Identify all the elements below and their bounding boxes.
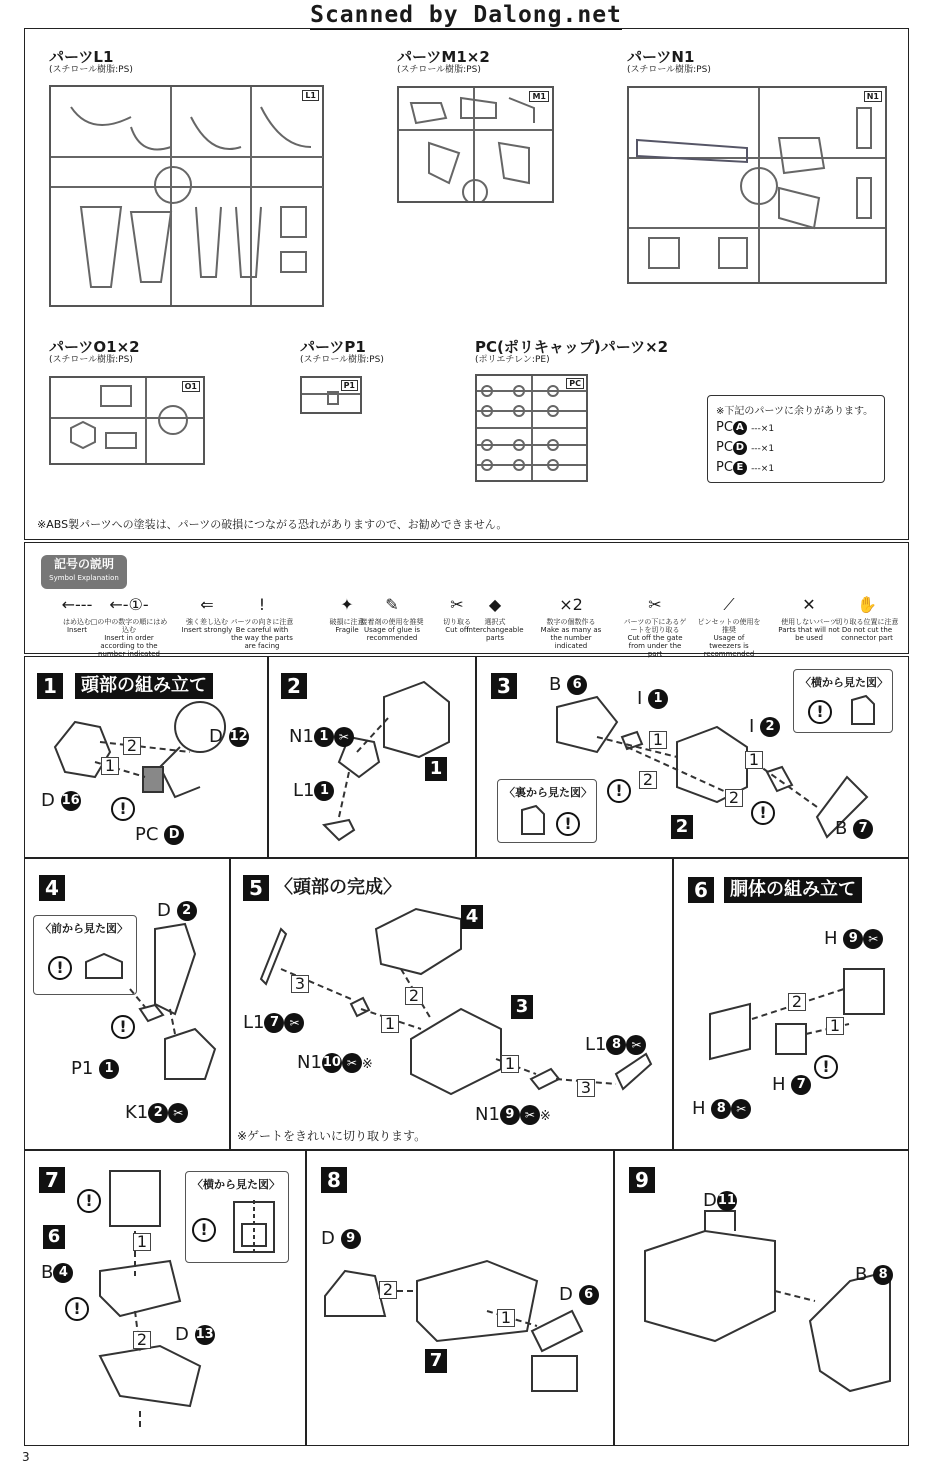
part-label-n1 xyxy=(289,727,354,747)
step-6 xyxy=(673,858,909,1150)
part-label-l1 xyxy=(293,781,334,801)
legend-symbol-en: Insert in order according to the number indicated xyxy=(98,634,160,658)
sprue-m1-drawing xyxy=(399,88,552,201)
part-material: (スチロール樹脂:PS) xyxy=(627,65,711,75)
label-prefix: PC xyxy=(135,824,159,845)
legend-symbol-en: Make as many as the number indicated xyxy=(540,626,602,650)
order-box: 1 xyxy=(826,1017,844,1035)
legend-symbol-icon: ✋ xyxy=(857,595,877,614)
part-title: パーツM1×2 xyxy=(397,48,490,66)
ref-number: 6 xyxy=(43,1225,65,1249)
part-label-b7 xyxy=(835,819,873,839)
sprue-tag: L1 xyxy=(302,90,319,101)
legend-symbol-en: Insert xyxy=(66,626,88,634)
step-number: 3 xyxy=(491,673,517,699)
label-num: 10 xyxy=(322,1053,342,1073)
part-title: PC(ポリキャップ)パーツ×2 xyxy=(475,338,669,356)
part-title: パーツO1×2 xyxy=(49,338,140,356)
spare-letter: D xyxy=(733,441,747,455)
label-num: 1 xyxy=(314,727,334,747)
legend-frame xyxy=(24,542,909,658)
step-title: 頭部の組み立て xyxy=(75,673,213,699)
part-label-b6 xyxy=(549,675,587,695)
step-number: 2 xyxy=(281,673,307,699)
sprue-o1 xyxy=(49,376,205,465)
step-8 xyxy=(306,1150,614,1446)
legend-symbol xyxy=(360,595,424,642)
spare-letter: E xyxy=(733,461,747,475)
label-num: 2 xyxy=(760,717,780,737)
ref-number: 1 xyxy=(425,757,447,781)
label-num: D xyxy=(164,825,184,845)
part-label-b4 xyxy=(41,1263,73,1283)
spare-qty: ---×1 xyxy=(751,444,775,454)
order-box: 2 xyxy=(379,1281,397,1299)
spare-letter: A xyxy=(733,421,747,435)
label-num: 1 xyxy=(99,1059,119,1079)
spare-label: PC xyxy=(716,440,733,455)
part-title: パーツN1 xyxy=(627,48,695,66)
step-number: 7 xyxy=(39,1167,65,1193)
order-box: 2 xyxy=(788,993,806,1011)
step-number: 8 xyxy=(321,1167,347,1193)
part-label-l1-8 xyxy=(585,1035,646,1055)
legend-symbol-jp: パーツの下にあるゲートを切り取る xyxy=(623,618,687,634)
label-prefix: D xyxy=(41,790,55,811)
order-box: 1 xyxy=(745,751,763,769)
part-label-d13 xyxy=(175,1325,215,1345)
step-number: 5 xyxy=(243,875,269,901)
label-prefix: N1 xyxy=(475,1104,500,1125)
legend-symbol-icon: ✂ xyxy=(648,595,662,614)
order-box: 3 xyxy=(577,1079,595,1097)
part-sketch xyxy=(518,804,548,836)
order-box: 2 xyxy=(639,771,657,789)
legend-symbol-icon: ←--- xyxy=(61,595,93,614)
label-prefix: K1 xyxy=(125,1102,149,1123)
label-prefix: N1 xyxy=(289,726,314,747)
step-number: 4 xyxy=(39,875,65,901)
legend-symbol-jp: ピンセットの使用を推奨 xyxy=(697,618,761,634)
gate-note: ※ゲートをきれいに切り取ります。 xyxy=(237,1129,427,1143)
caution-icon: ! xyxy=(77,1189,101,1213)
view-title: 〈横から見た図〉 xyxy=(800,676,888,689)
label-prefix: P1 xyxy=(71,1058,94,1079)
order-box: 1 xyxy=(497,1309,515,1327)
legend-symbol xyxy=(835,595,899,642)
view-title: 〈前から見た図〉 xyxy=(40,922,128,935)
cut-icon: ✂ xyxy=(731,1099,751,1119)
step-9 xyxy=(614,1150,909,1446)
label-num: 9 xyxy=(843,929,863,949)
legend-symbol xyxy=(539,595,603,650)
part-label-b8 xyxy=(855,1265,893,1285)
part-label-h9 xyxy=(824,929,883,949)
step-9-drawing xyxy=(615,1151,907,1445)
parts-frame xyxy=(24,28,909,540)
legend-symbol-en: Fragile xyxy=(335,626,359,634)
cut-icon: ✂ xyxy=(342,1053,362,1073)
label-prefix: H xyxy=(692,1098,706,1119)
label-prefix: I xyxy=(637,688,643,709)
legend-symbol-jp: 数字の個数作る xyxy=(546,618,596,626)
order-box: 2 xyxy=(123,737,141,755)
step-number: 1 xyxy=(37,673,63,699)
legend-symbol-en: Do not cut the connector part xyxy=(841,626,893,642)
legend-subtitle: Symbol Explanation xyxy=(49,574,119,582)
label-num: 8 xyxy=(606,1035,626,1055)
ref-number: 2 xyxy=(671,815,693,839)
spare-heading: ※下記のパーツに余りがあります。 xyxy=(716,406,874,417)
legend-symbol xyxy=(623,595,687,658)
label-num: 2 xyxy=(177,901,197,921)
legend-symbol-jp: 接着剤の使用を推奨 xyxy=(360,618,424,626)
sprue-l1 xyxy=(49,85,324,307)
caution-icon: ! xyxy=(814,1055,838,1079)
label-prefix: D xyxy=(703,1190,717,1211)
order-box: 2 xyxy=(133,1331,151,1349)
part-label-pcd xyxy=(135,825,184,845)
order-box: 1 xyxy=(133,1233,151,1251)
spare-label: PC xyxy=(716,420,733,435)
part-material: (スチロール樹脂:PS) xyxy=(49,65,133,75)
legend-symbol-icon: ←-①- xyxy=(109,595,149,614)
part-label-d16 xyxy=(41,791,81,811)
caution-icon: ! xyxy=(808,700,832,724)
sprue-p1 xyxy=(300,376,362,414)
legend-symbol-icon: ✕ xyxy=(802,595,816,614)
label-num: 2 xyxy=(148,1103,168,1123)
page-number: 3 xyxy=(22,1450,30,1464)
cut-icon: ✂ xyxy=(520,1105,540,1125)
legend-symbol-jp: □の中の数字の順にはめ込む xyxy=(90,618,168,634)
sprue-o1-drawing xyxy=(51,378,203,463)
order-box: 1 xyxy=(381,1015,399,1033)
spare-qty: ---×1 xyxy=(751,424,775,434)
abs-paint-note: ※ABS製パーツへの塗装は、パーツの破損につながる恐れがありますので、お勧めできません。 xyxy=(37,518,508,531)
caution-icon: ! xyxy=(607,779,631,803)
part-title: パーツL1 xyxy=(49,48,114,66)
label-prefix: B xyxy=(549,674,562,695)
label-num: 6 xyxy=(567,675,587,695)
part-label-n1-9 xyxy=(475,1105,551,1127)
step-4 xyxy=(24,858,230,1150)
legend-symbol-jp: 切り取る位置に注意 xyxy=(835,618,899,626)
part-label-d2 xyxy=(157,901,197,921)
part-title: パーツP1 xyxy=(300,338,366,356)
label-num: 12 xyxy=(229,727,249,747)
cut-icon: ✂ xyxy=(168,1103,188,1123)
label-num: 9 xyxy=(500,1105,520,1125)
spare-item-d xyxy=(716,440,774,455)
label-prefix: N1 xyxy=(297,1052,322,1073)
label-num: 6 xyxy=(579,1285,599,1305)
legend-symbol-en: Usage of tweezers is recommended xyxy=(703,634,755,658)
part-material: (スチロール樹脂:PS) xyxy=(49,355,133,365)
label-num: 1 xyxy=(648,689,668,709)
side-view-box xyxy=(793,669,893,733)
spare-parts-box xyxy=(707,395,885,483)
legend-symbol xyxy=(697,595,761,658)
part-label-i2 xyxy=(749,717,780,737)
ref-number: 7 xyxy=(425,1349,447,1373)
legend-symbol-en: Cut off the gate from under the part xyxy=(627,634,683,658)
part-material: (スチロール樹脂:PS) xyxy=(300,355,384,365)
part-material: (ポリエチレン:PE) xyxy=(475,355,550,365)
caution-icon: ! xyxy=(48,956,72,980)
order-box: 3 xyxy=(291,975,309,993)
label-num: 9 xyxy=(341,1229,361,1249)
caution-icon: ! xyxy=(192,1218,216,1242)
step-number: 6 xyxy=(688,877,714,903)
label-prefix: I xyxy=(749,716,755,737)
label-prefix: D xyxy=(559,1284,573,1305)
ref-number: 4 xyxy=(461,905,483,929)
part-m1-header xyxy=(397,49,490,76)
legend-symbol-jp: 強く差し込む xyxy=(186,618,228,626)
label-num: 1 xyxy=(314,781,334,801)
label-num: 11 xyxy=(717,1191,737,1211)
ref-number: 3 xyxy=(511,995,533,1019)
legend-symbol-jp: 選択式 xyxy=(484,618,506,626)
label-prefix: D xyxy=(175,1324,189,1345)
sprue-tag: N1 xyxy=(864,91,882,102)
step-3 xyxy=(476,656,909,858)
legend-symbol-en: Parts that will not be used xyxy=(778,626,840,642)
step-2 xyxy=(268,656,476,858)
label-prefix: D xyxy=(321,1228,335,1249)
step-7 xyxy=(24,1150,306,1446)
order-box: 2 xyxy=(725,789,743,807)
label-prefix: B xyxy=(855,1264,868,1285)
legend-symbol xyxy=(89,595,169,658)
part-label-d6 xyxy=(559,1285,599,1305)
label-prefix: L1 xyxy=(585,1034,607,1055)
label-num: 7 xyxy=(791,1075,811,1095)
legend-symbol-jp: はめ込む xyxy=(63,618,91,626)
gate-mark: ※ xyxy=(361,1057,373,1072)
label-num: 16 xyxy=(61,791,81,811)
legend-symbol-en: Insert strongly xyxy=(181,626,233,634)
part-label-n1-10 xyxy=(297,1053,373,1075)
part-sketch xyxy=(848,694,878,726)
sprue-tag: M1 xyxy=(529,91,549,102)
part-label-p1 xyxy=(71,1059,119,1079)
gate-mark: ※ xyxy=(539,1109,551,1124)
legend-symbol-icon: ◆ xyxy=(488,595,502,614)
legend-symbol-en: Interchangeable parts xyxy=(466,626,524,642)
spare-label: PC xyxy=(716,460,733,475)
legend-symbol-icon: ✂ xyxy=(450,595,464,614)
order-box: 1 xyxy=(501,1055,519,1073)
legend-symbol-icon: ! xyxy=(258,595,266,614)
spare-qty: ---×1 xyxy=(751,464,775,474)
label-num: 8 xyxy=(711,1099,731,1119)
part-label-d11 xyxy=(703,1191,737,1211)
legend-symbol-icon: ✦ xyxy=(340,595,354,614)
step-title: 胴体の組み立て xyxy=(724,877,862,903)
sprue-pc xyxy=(475,374,588,482)
part-label-d12 xyxy=(209,727,249,747)
scan-credit: Scanned by Dalong.net xyxy=(310,2,622,28)
back-view-box xyxy=(497,779,597,843)
legend-symbol-en: Cut off xyxy=(445,626,469,634)
part-o1-header xyxy=(49,339,140,366)
label-prefix: H xyxy=(772,1074,786,1095)
part-material: (スチロール樹脂:PS) xyxy=(397,65,481,75)
order-box: 1 xyxy=(101,757,119,775)
label-num: 13 xyxy=(195,1325,215,1345)
label-prefix: L1 xyxy=(293,780,315,801)
step-7-drawing xyxy=(25,1151,305,1445)
part-label-i1 xyxy=(637,689,668,709)
legend-badge xyxy=(41,555,127,589)
label-prefix: B xyxy=(41,1262,54,1283)
legend-symbol-icon: ✎ xyxy=(385,595,399,614)
legend-symbol-jp: 破損に注意 xyxy=(329,618,365,626)
part-label-h7 xyxy=(772,1075,811,1095)
sprue-tag: P1 xyxy=(341,380,358,391)
caution-icon: ! xyxy=(111,797,135,821)
part-pc-header xyxy=(475,339,668,366)
step-5 xyxy=(230,858,673,1150)
cut-icon: ✂ xyxy=(626,1035,646,1055)
label-num: 8 xyxy=(873,1265,893,1285)
label-prefix: D xyxy=(209,726,223,747)
spare-item-a xyxy=(716,420,774,435)
caution-icon: ! xyxy=(111,1015,135,1039)
part-n1-header xyxy=(627,49,711,76)
cut-icon: ✂ xyxy=(863,929,883,949)
step-5-drawing xyxy=(231,859,671,1149)
part-l1-header xyxy=(49,49,133,76)
spare-item-e xyxy=(716,460,774,475)
legend-symbol-jp: 使用しないパーツ xyxy=(781,618,837,626)
order-box: 1 xyxy=(649,731,667,749)
cut-icon: ✂ xyxy=(284,1013,304,1033)
sprue-m1 xyxy=(397,86,554,203)
legend-symbol-icon: ⟋ xyxy=(723,595,735,614)
caution-icon: ! xyxy=(65,1297,89,1321)
label-prefix: H xyxy=(824,928,838,949)
label-num: 4 xyxy=(53,1263,73,1283)
part-label-k1 xyxy=(125,1103,188,1123)
part-label-d9 xyxy=(321,1229,361,1249)
sprue-tag: PC xyxy=(566,378,584,389)
caution-icon: ! xyxy=(751,801,775,825)
label-num: 7 xyxy=(264,1013,284,1033)
order-box: 2 xyxy=(405,987,423,1005)
sprue-tag: O1 xyxy=(182,381,200,392)
legend-symbol xyxy=(230,595,294,650)
label-prefix: L1 xyxy=(243,1012,265,1033)
sprue-n1 xyxy=(627,86,887,284)
sprue-l1-drawing xyxy=(51,87,323,305)
step-title: 〈頭部の完成〉 xyxy=(275,877,401,898)
step-1 xyxy=(24,656,268,858)
legend-symbol-icon: ⇐ xyxy=(200,595,214,614)
legend-symbol-jp: 切り取る xyxy=(443,618,471,626)
legend-symbol-en: Be careful with the way the parts are facing xyxy=(231,626,293,650)
legend-symbol-icon: ×2 xyxy=(559,595,583,614)
view-title: 〈裏から見た図〉 xyxy=(504,786,592,799)
step-number: 9 xyxy=(629,1167,655,1193)
sprue-n1-drawing xyxy=(629,88,885,282)
part-label-h8 xyxy=(692,1099,751,1119)
sprue-pc-drawing xyxy=(477,376,586,480)
part-label-l1-7 xyxy=(243,1013,304,1033)
caution-icon: ! xyxy=(556,812,580,836)
legend-title: 記号の説明 xyxy=(53,557,114,571)
legend-symbol-en: Usage of glue is recommended xyxy=(364,626,420,642)
legend-symbol xyxy=(463,595,527,642)
part-p1-header xyxy=(300,339,384,366)
cut-icon: ✂ xyxy=(334,727,354,747)
legend-symbol xyxy=(777,595,841,642)
label-num: 7 xyxy=(853,819,873,839)
legend-symbol-jp: パーツの向きに注意 xyxy=(230,618,294,626)
label-prefix: D xyxy=(157,900,171,921)
label-prefix: B xyxy=(835,818,848,839)
view-title: 〈横から見た図〉 xyxy=(192,1178,280,1191)
